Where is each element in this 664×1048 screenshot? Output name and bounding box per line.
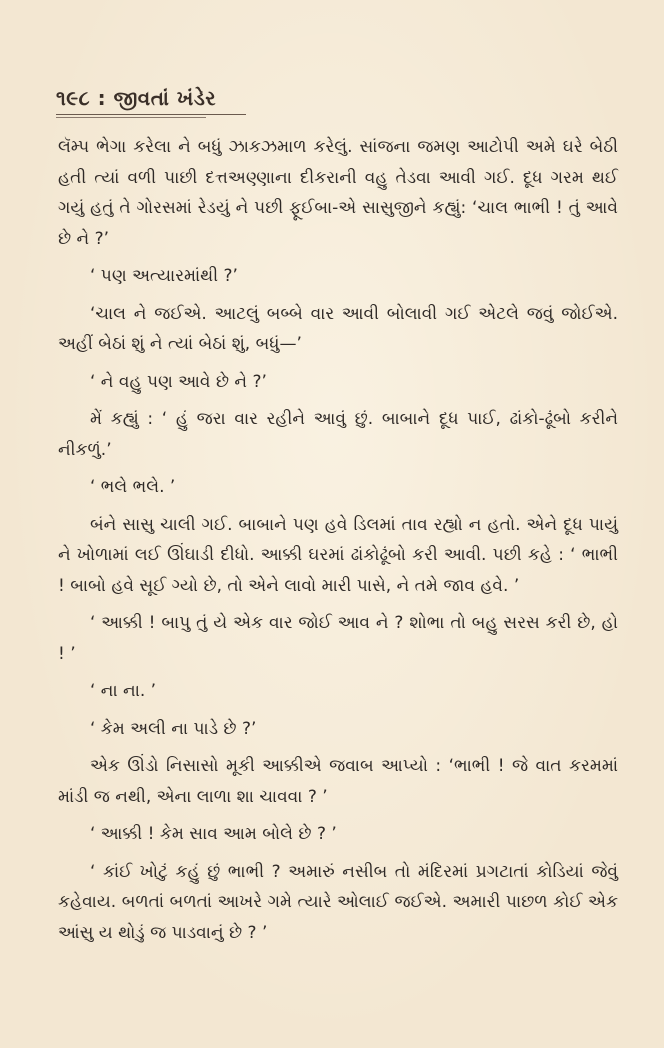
paragraph: ‘ ના ના. ’ (90, 681, 157, 701)
header-separator: : (97, 86, 107, 110)
body-text (58, 132, 618, 955)
paragraph: ‘ ભલે ભલે. ’ (90, 477, 176, 497)
paragraph: ‘ આક્કી ! બાપુ તું યે એક વાર જોઈ આવ ને ? શોભા તો બહુ સરસ કરી છે, હો ! ’ (58, 613, 618, 664)
book-title: જીવતાં ખંડેર (113, 86, 217, 110)
paragraph: ‘ચાલ ને જઈએ. આટલું બબ્બે વાર આવી બોલાવી ગઈ એટલે જવું જોઈએ. અહીં બેઠાં શું ને ત્યાં બેઠાં શું, બધું—’ (58, 303, 618, 354)
paragraph: ‘ કેમ અલી ના પાડે છે ?’ (90, 718, 257, 739)
paragraph: ‘ આક્કી ! કેમ સાવ આમ બોલે છે ? ’ (90, 824, 337, 844)
paragraph: એક ઊંડો નિસાસો મૂકી આક્કીએ જવાબ આપ્યો : ‘ભાભી ! જે વાત કરમમાં માંડી જ નથી, એના લાળા શા ચાવવા ? ’ (58, 756, 618, 807)
paragraph: બંને સાસુ ચાલી ગઈ. બાબાને પણ હવે ડિલમાં તાવ રહ્યો ન હતો. એને દૂધ પાયું ને ખોળામાં લઈ ઊંઘાડી દીધો. આક્કી ઘરમાં ઢાંકોઢૂંબો કરી આવી. પછી કહે : ‘ ભાભી ! બાબો હવે સૂઈ ગ્યો છે, તો એને લાવો મારી પાસે, ને તમે જાવ હવે. ’ (58, 514, 618, 596)
paragraph: ‘ કાંઈ ખોટું કહું છું ભાભી ? અમારું નસીબ તો મંદિરમાં પ્રગટાતાં કોડિયાં જેવું કહેવાય. બળતાં બળતાં આખરે ગમે ત્યારે ઓલાઈ જઈએ. અમારી પાછળ કોઈ એક આંસુ ય થોડું જ પાડવાનું છે ? ’ (58, 861, 618, 943)
paragraph: ‘ ને વહુ પણ આવે છે ને ?’ (90, 371, 267, 392)
paragraph: મેં કહ્યું : ‘ હું જરા વાર રહીને આવું છું. બાબાને દૂધ પાઈ, ઢાંકો-ઢૂંબો કરીને નીકળું.’ (58, 409, 618, 460)
page-number: ૧૯૮ (56, 86, 91, 110)
paragraph: ‘ પણ અત્યારમાંથી ?’ (90, 266, 238, 286)
page-header (56, 86, 216, 110)
paragraph: લૅમ્પ ભેગા કરેલા ને બધું ઝાકઝમાળ કરેલું. સાંજના જમણ આટોપી અમે ઘરે બેઠી હતી ત્યાં વળી પાછી દત્તઅણ્ણાના દીકરાની વહુ તેડવા આવી ગઈ. દૂધ ગરમ થઈ ગયું હતું તે ગોરસમાં રેડયું ને પછી ફૂઈબા-એ સાસુજીને કહ્યું: ‘ચાલ ભાભી ! તું આવે છે ને ?’ (58, 137, 618, 249)
header-underline-decorative (56, 117, 206, 118)
header-underline (56, 114, 246, 115)
